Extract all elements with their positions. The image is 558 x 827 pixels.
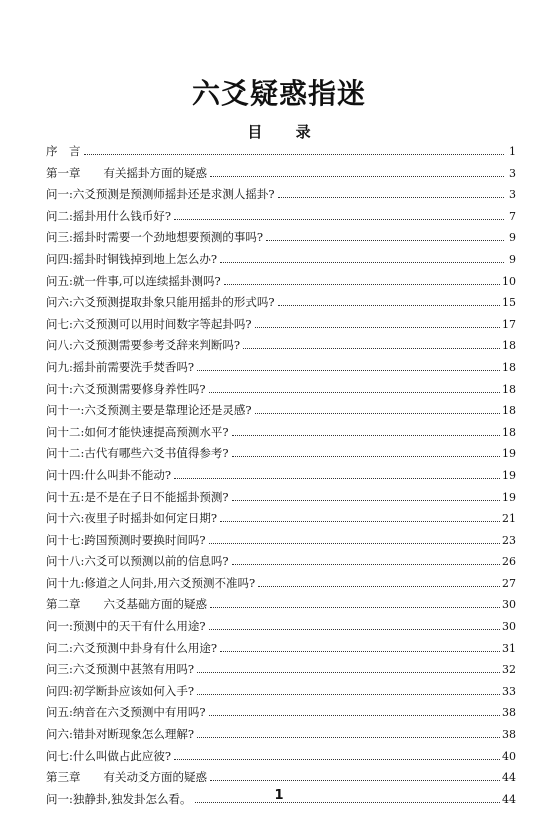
toc-entry xyxy=(46,724,516,746)
toc-entry-page: 27 xyxy=(502,576,516,590)
toc-entry xyxy=(46,616,516,638)
toc-entry-title: 问四:摇卦时铜钱掉到地上怎么办? xyxy=(46,251,218,266)
toc-entry-page: 9 xyxy=(509,252,516,266)
toc-dot-leader xyxy=(174,478,500,479)
toc-entry-page: 1 xyxy=(509,145,516,158)
toc-dot-leader xyxy=(232,456,500,457)
toc-entry-page: 3 xyxy=(509,188,516,202)
toc-entry-title: 问十二:如何才能快速提高预测水平? xyxy=(46,424,229,439)
book-title: 六爻疑惑指迷 xyxy=(191,77,366,110)
toc-entry-title: 第三章 有关动爻方面的疑惑 xyxy=(46,770,207,785)
toc-dot-leader xyxy=(209,715,500,716)
toc-entry-title: 问九:摇卦前需要洗手焚香吗? xyxy=(46,359,195,374)
toc-entry-page: 18 xyxy=(502,425,516,439)
toc-dot-leader xyxy=(266,240,504,241)
toc-entry-title: 问三:摇卦时需要一个劲地想要预测的事吗? xyxy=(46,230,264,245)
toc-dot-leader xyxy=(174,219,504,220)
toc-dot-leader xyxy=(220,262,504,263)
toc-entry-title: 第一章 有关摇卦方面的疑惑 xyxy=(46,165,207,180)
toc-entry-title: 问七:什么叫做占此应彼? xyxy=(46,748,172,763)
toc-entry-page: 31 xyxy=(502,641,516,655)
toc-entry xyxy=(46,141,516,163)
toc-entry-title: 问六:六爻预测提取卦象只能用摇卦的形式吗? xyxy=(46,295,275,310)
toc-entry xyxy=(46,443,516,465)
toc-dot-leader xyxy=(84,154,505,155)
toc-entry-title: 问八:六爻预测需要参考爻辞来判断吗? xyxy=(46,338,241,353)
toc-entry xyxy=(46,227,516,249)
toc-dot-leader xyxy=(197,672,500,673)
toc-dot-leader xyxy=(224,284,500,285)
toc-entry xyxy=(46,465,516,487)
toc-entry-title: 问十八:六爻可以预测以前的信息吗? xyxy=(46,554,229,569)
toc-dot-leader xyxy=(278,305,500,306)
toc-entry-title: 问十四:什么叫卦不能动? xyxy=(46,467,172,482)
toc-entry-page: 19 xyxy=(502,468,516,482)
toc-entry-page: 38 xyxy=(502,728,516,742)
toc-entry-title: 问十:六爻预测需要修身养性吗? xyxy=(46,381,206,396)
toc-entry-title: 问十七:跨国预测时要换时间吗? xyxy=(46,532,206,547)
toc-entry-title: 问十二:古代有哪些六爻书值得参考? xyxy=(46,446,229,461)
toc-entry xyxy=(46,314,516,336)
toc-entry xyxy=(46,163,516,185)
toc-entry-page: 18 xyxy=(502,404,516,418)
toc-dot-leader xyxy=(258,586,500,587)
page-number: 1 xyxy=(274,788,284,803)
table-of-contents xyxy=(46,141,516,810)
toc-dot-leader xyxy=(220,651,500,652)
toc-dot-leader xyxy=(232,435,500,436)
toc-entry-page: 18 xyxy=(502,360,516,374)
toc-dot-leader xyxy=(232,564,500,565)
toc-entry-title: 问一:预测中的天干有什么用途? xyxy=(46,619,206,634)
toc-dot-leader xyxy=(174,759,500,760)
toc-entry xyxy=(46,335,516,357)
toc-entry-title: 问四:初学断卦应该如何入手? xyxy=(46,683,195,698)
toc-entry-page: 23 xyxy=(502,533,516,547)
toc-entry-title: 问十一:六爻预测主要是靠理论还是灵感? xyxy=(46,403,252,418)
toc-dot-leader xyxy=(209,392,500,393)
toc-entry-title: 问二:摇卦用什么钱币好? xyxy=(46,208,172,223)
toc-entry-title: 问二:六爻预测中卦身有什么用途? xyxy=(46,640,218,655)
toc-entry-page: 18 xyxy=(502,382,516,396)
toc-entry-page: 19 xyxy=(502,447,516,461)
toc-dot-leader xyxy=(210,176,504,177)
toc-entry-page: 32 xyxy=(502,663,516,677)
toc-entry-page: 30 xyxy=(502,620,516,634)
toc-entry-page: 7 xyxy=(509,209,516,223)
toc-entry-title: 问十五:是不是在子日不能摇卦预测? xyxy=(46,489,229,504)
toc-entry-title: 问十九:修道之人问卦,用六爻预测不准吗? xyxy=(46,575,256,590)
toc-dot-leader xyxy=(255,327,500,328)
toc-entry xyxy=(46,746,516,768)
toc-entry-page: 33 xyxy=(502,684,516,698)
toc-entry xyxy=(46,573,516,595)
toc-entry-title: 问六:错卦对断现象怎么理解? xyxy=(46,727,195,742)
toc-entry-title: 问一:六爻预测是预测师摇卦还是求测人摇卦? xyxy=(46,187,275,202)
toc-entry xyxy=(46,681,516,703)
toc-entry-page: 21 xyxy=(502,512,516,526)
toc-entry xyxy=(46,206,516,228)
toc-entry xyxy=(46,422,516,444)
toc-dot-leader xyxy=(243,348,500,349)
toc-dot-leader xyxy=(210,780,500,781)
toc-entry-page: 15 xyxy=(502,296,516,310)
toc-dot-leader xyxy=(255,413,500,414)
toc-entry-page: 30 xyxy=(502,598,516,612)
toc-entry-title: 问十六:夜里子时摇卦如何定日期? xyxy=(46,511,218,526)
toc-dot-leader xyxy=(209,629,500,630)
toc-dot-leader xyxy=(278,197,504,198)
toc-entry xyxy=(46,249,516,271)
toc-dot-leader xyxy=(197,370,500,371)
toc-dot-leader xyxy=(197,694,500,695)
toc-entry-title: 问三:六爻预测中甚煞有用吗? xyxy=(46,662,195,677)
toc-entry xyxy=(46,551,516,573)
toc-heading: 目 录 xyxy=(247,123,325,141)
toc-entry xyxy=(46,379,516,401)
toc-entry xyxy=(46,184,516,206)
toc-entry-title: 问七:六爻预测可以用时间数字等起卦吗? xyxy=(46,316,252,331)
toc-entry xyxy=(46,292,516,314)
toc-dot-leader xyxy=(220,521,500,522)
toc-entry xyxy=(46,702,516,724)
toc-entry-title: 问一:独静卦,独发卦怎么看。 xyxy=(46,791,192,806)
toc-dot-leader xyxy=(209,543,500,544)
toc-entry xyxy=(46,594,516,616)
toc-entry-title: 问五:纳音在六爻预测中有用吗? xyxy=(46,705,206,720)
toc-entry xyxy=(46,357,516,379)
toc-entry-page: 44 xyxy=(502,792,516,806)
toc-dot-leader xyxy=(197,737,500,738)
toc-entry xyxy=(46,767,516,789)
toc-entry-page: 26 xyxy=(502,555,516,569)
toc-entry xyxy=(46,659,516,681)
toc-entry-page: 9 xyxy=(509,231,516,245)
toc-entry xyxy=(46,508,516,530)
toc-entry-page: 18 xyxy=(502,339,516,353)
toc-entry-page: 17 xyxy=(502,317,516,331)
toc-entry xyxy=(46,487,516,509)
toc-entry-page: 38 xyxy=(502,706,516,720)
toc-entry xyxy=(46,271,516,293)
toc-dot-leader xyxy=(210,607,500,608)
toc-entry-page: 10 xyxy=(502,274,516,288)
toc-entry-title: 问五:就一件事,可以连续摇卦测吗? xyxy=(46,273,221,288)
toc-entry-title: 序 言 xyxy=(46,144,81,158)
toc-entry-title: 第二章 六爻基础方面的疑惑 xyxy=(46,597,207,612)
toc-entry xyxy=(46,638,516,660)
toc-entry-page: 40 xyxy=(502,749,516,763)
toc-entry xyxy=(46,530,516,552)
toc-entry-page: 44 xyxy=(502,771,516,785)
toc-entry xyxy=(46,400,516,422)
toc-dot-leader xyxy=(232,500,500,501)
toc-entry-page: 19 xyxy=(502,490,516,504)
toc-entry-page: 3 xyxy=(509,166,516,180)
